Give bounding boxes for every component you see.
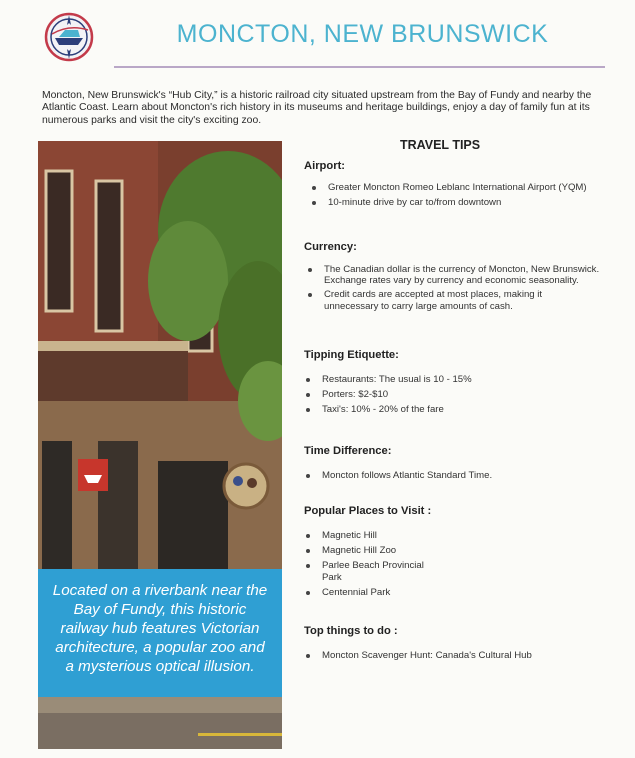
list-item: Restaurants: The usual is 10 - 15%: [322, 374, 614, 385]
caption-line: railway hub features Victorian: [60, 620, 260, 637]
section-heading: Time Difference:: [304, 445, 392, 457]
street-photo: [38, 141, 282, 749]
list-item: Credit cards are accepted at most places, making it unnecessary to carry large amounts of cash.: [324, 289, 594, 311]
section-tipping: [304, 349, 614, 416]
section-popular-places: [304, 505, 614, 598]
list-item: Magnetic Hill Zoo: [322, 545, 614, 556]
list-item: Parlee Beach Provincial Park: [322, 560, 442, 582]
list-item: Moncton Scavenger Hunt: Canada's Cultural Hub: [322, 650, 614, 661]
caption-line: architecture, a popular zoo and: [55, 639, 265, 656]
photo-caption: [38, 569, 282, 697]
caption-line: Located on a riverbank near the: [52, 582, 268, 599]
section-heading: Tipping Etiquette:: [304, 349, 399, 361]
section-heading: Currency:: [304, 241, 357, 253]
section-heading: Top things to do :: [304, 625, 398, 637]
section-heading: Airport:: [304, 160, 346, 172]
section-currency: [304, 241, 614, 312]
caption-line: Bay of Fundy, this historic: [73, 601, 247, 618]
list-item: Greater Moncton Romeo Leblanc International Airport (YQM): [328, 182, 587, 193]
list-item: Taxi's: 10% - 20% of the fare: [322, 404, 614, 415]
list-item: The Canadian dollar is the currency of Moncton, New Brunswick. Exchange rates vary by currency and economic seasonality.: [324, 264, 609, 286]
page-title: MONCTON, NEW BRUNSWICK: [176, 20, 549, 48]
section-airport: [304, 160, 614, 208]
intro-paragraph: Moncton, New Brunswick's “Hub City,” is a historic railroad city situated upstream from the Bay of Fundy and nearby the Atlantic Coast. Learn about Moncton's rich history in its museums and heritage buildings, enjoy a day of family fun at its numerous parks and visit the city's exciting zoo.: [42, 90, 592, 126]
section-heading: Popular Places to Visit :: [304, 505, 432, 517]
ship-compass-logo-icon: [44, 12, 94, 62]
list-item: Moncton follows Atlantic Standard Time.: [322, 470, 614, 481]
section-top-things: [304, 625, 614, 661]
list-item: Magnetic Hill: [322, 530, 614, 541]
list-item: 10-minute drive by car to/from downtown: [328, 197, 614, 208]
section-time-difference: [304, 445, 614, 481]
travel-tips-title: TRAVEL TIPS: [400, 138, 481, 152]
list-item: Porters: $2-$10: [322, 389, 614, 400]
title-divider: [114, 66, 605, 68]
list-item: Centennial Park: [322, 587, 614, 598]
caption-line: a mysterious optical illusion.: [65, 658, 255, 675]
